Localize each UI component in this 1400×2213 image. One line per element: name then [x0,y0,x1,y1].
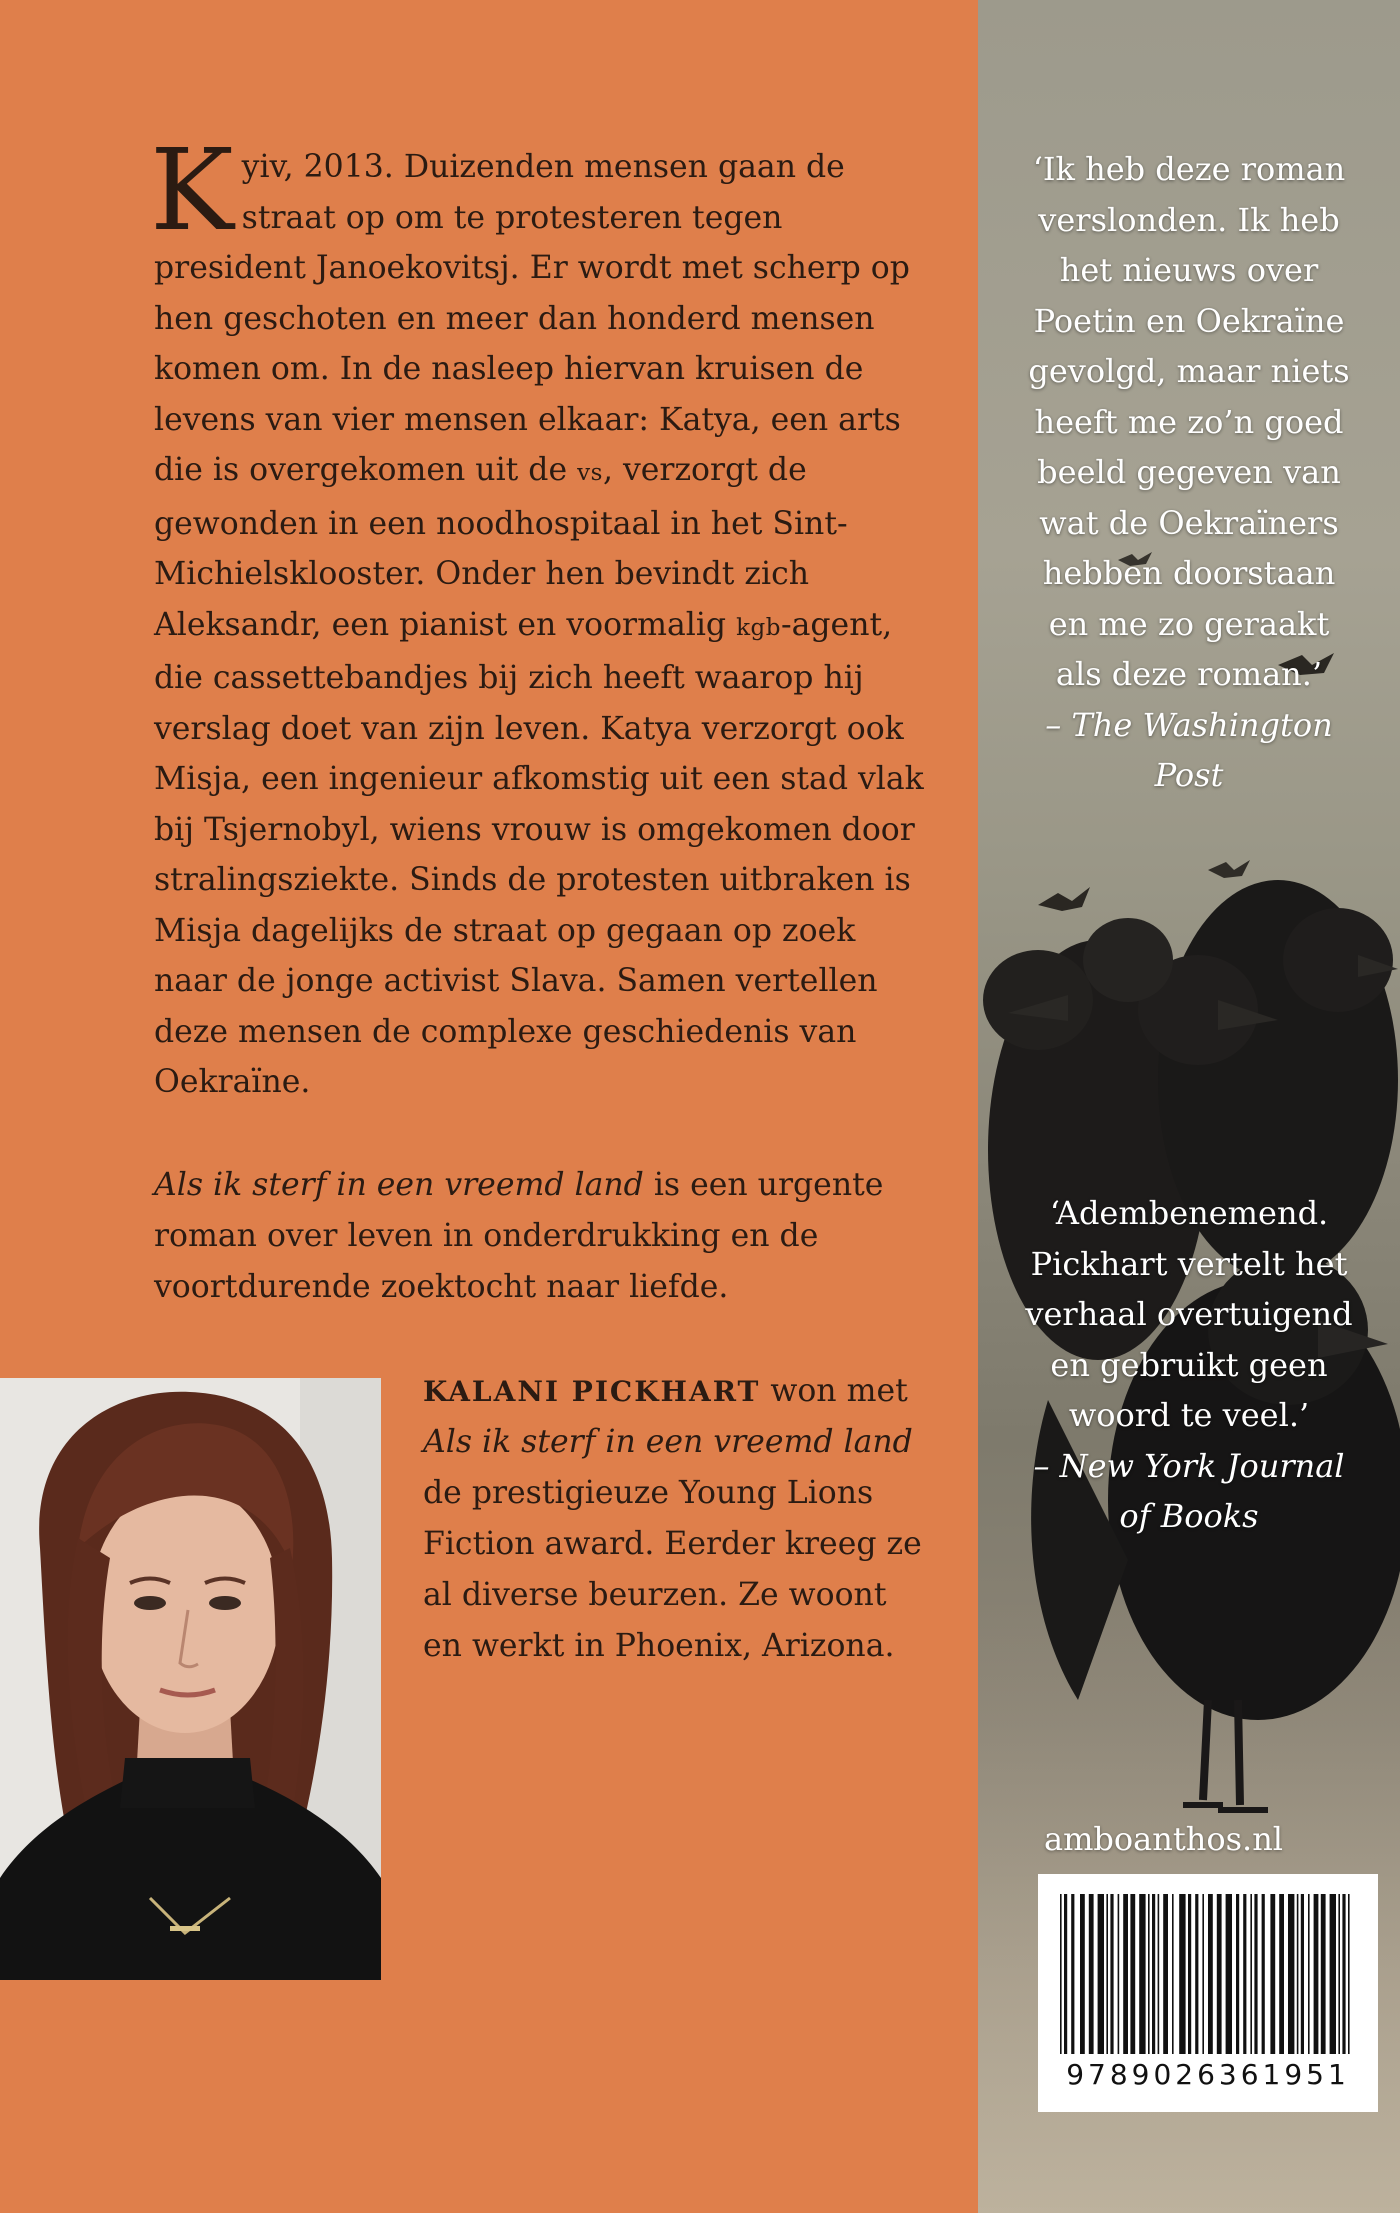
author-bio [423,1366,923,1672]
closing-text: is een urgente roman over leven in onderdrukking en de voortdurende zoektocht naar liefde. [154,1167,884,1305]
barcode-bar [1110,1894,1113,2054]
quote-line: verslonden. Ik heb [1038,200,1340,239]
review-quote-washington-post [978,144,1400,801]
quote-line: ‘Ik heb deze roman [1032,150,1346,188]
barcode-bar [1217,1894,1222,2054]
abbr-kgb: kgb [736,614,781,641]
author-photo [0,1378,381,1980]
barcode-bar [1188,1894,1191,2054]
barcode-bar [1064,1894,1067,2054]
barcode-bar [1060,1894,1062,2054]
blurb-text-start: yiv, 2013. Duizenden mensen gaan de straat op om te protesteren tegen president Janoekovitsj. Er wordt met scherp op hen geschoten en meer dan honderd mensen komen om. In de nasleep hiervan kruisen de levens van vier mensen elkaar: Katya, een arts die is overgekomen uit de [154,149,910,488]
isbn-barcode [1038,1874,1378,2112]
barcode-bar [1071,1894,1074,2054]
barcode-bar [1254,1894,1257,2054]
quote-source: Post [1154,756,1224,794]
abbr-vs: vs [577,460,603,486]
quote-line: Pickhart vertelt het [1030,1244,1348,1283]
barcode-bar [1139,1894,1145,2054]
barcode-bar [1338,1894,1340,2054]
barcode-bar [1250,1894,1252,2054]
barcode-bar [1080,1894,1085,2054]
barcode-bar [1288,1894,1294,2054]
barcode-bar [1321,1894,1326,2054]
isbn-number: 9789026361951 [1066,2058,1350,2091]
barcode-bar [1348,1894,1350,2054]
quote-line: als deze roman.’ [1055,655,1323,693]
bio-text-1: won met [760,1373,908,1409]
quote-line: verhaal overtuigend [1025,1295,1353,1333]
book-title-italic: Als ik sterf in een vreemd land [154,1167,644,1203]
bio-book-title: Als ik sterf in een vreemd land [423,1424,913,1460]
barcode-bar [1106,1894,1108,2054]
barcode-bar [1158,1894,1160,2054]
author-name: KALANI PICKHART [423,1375,761,1408]
barcode-bar [1130,1894,1135,2054]
quote-line: en gebruikt geen [1050,1345,1328,1384]
quote-source: – The Washington [1045,705,1333,744]
drop-cap: K [150,126,234,256]
quote-line: Poetin en Oekraïne [1033,301,1345,340]
blurb-paragraph [150,126,934,1108]
barcode-bar [1179,1894,1185,2054]
barcode-bar [1148,1894,1150,2054]
barcode-bar [1195,1894,1198,2054]
quote-source: – New York Journal [1033,1446,1345,1485]
barcode-bar [1314,1894,1319,2054]
quote-line: heeft me zo’n goed [1034,402,1344,441]
barcode-bar [1243,1894,1246,2054]
barcode-bar [1089,1894,1094,2054]
barcode-bar [1163,1894,1168,2054]
barcode-bar [1297,1894,1299,2054]
publisher-url: amboanthos.nl [1044,1820,1284,1858]
quote-line: en me zo geraakt [1048,604,1330,643]
quote-line: beeld gegeven van [1037,453,1341,491]
barcode-bar [1172,1894,1174,2054]
closing-paragraph [154,1160,934,1313]
barcode-bars [1060,1894,1356,2054]
barcode-bar [1208,1894,1213,2054]
barcode-bar [1301,1894,1304,2054]
quote-line: woord te veel.’ [1068,1396,1310,1434]
barcode-bar [1226,1894,1232,2054]
bio-text-2: de prestigieuze Young Lions Fiction award. Eerder kreeg ze al diverse beurzen. Ze woont en werkt in Phoenix, Arizona. [423,1475,922,1664]
barcode-bar [1262,1894,1265,2054]
barcode-bar [1152,1894,1155,2054]
barcode-bar [1118,1894,1120,2054]
barcode-bar [1123,1894,1128,2054]
barcode-bar [1330,1894,1336,2054]
barcode-bar [1279,1894,1284,2054]
quote-source: of Books [1119,1497,1259,1535]
review-quote-ny-journal-of-books [978,1188,1400,1542]
barcode-bar [1270,1894,1275,2054]
barcode-bar [1098,1894,1104,2054]
quote-line: wat de Oekraïners [1039,503,1339,542]
barcode-bar [1342,1894,1345,2054]
quote-line: hebben doorstaan [1042,554,1336,592]
painting-panel [978,0,1400,2213]
blurb-text-end: -agent, die cassettebandjes bij zich heeft waarop hij verslag doet van zijn leven. Katya verzorgt ook Misja, een ingenieur afkomstig uit een stad vlak bij Tsjernobyl, wiens vrouw is omgekomen door stralingsziekte. Sinds de protesten uitbraken is Misja dagelijks de straat op gegaan op zoek naar de jonge activist Slava. Samen vertellen deze mensen de complexe geschiedenis van Oekraïne. [154,606,924,1100]
quote-line: ‘Adembenemend. [1049,1194,1329,1232]
barcode-bar [1308,1894,1310,2054]
blurb-text-mid: , verzorgt de gewonden in een noodhospitaal in het Sint-Michielsklooster. Onder hen bevindt zich Aleksandr, een pianist en voormalig [154,452,848,643]
barcode-bar [1202,1894,1204,2054]
quote-line: gevolgd, maar niets [1028,352,1350,390]
quote-line: het nieuws over [1059,251,1319,289]
author-portrait-illustration [0,1378,381,1980]
barcode-bar [1236,1894,1239,2054]
